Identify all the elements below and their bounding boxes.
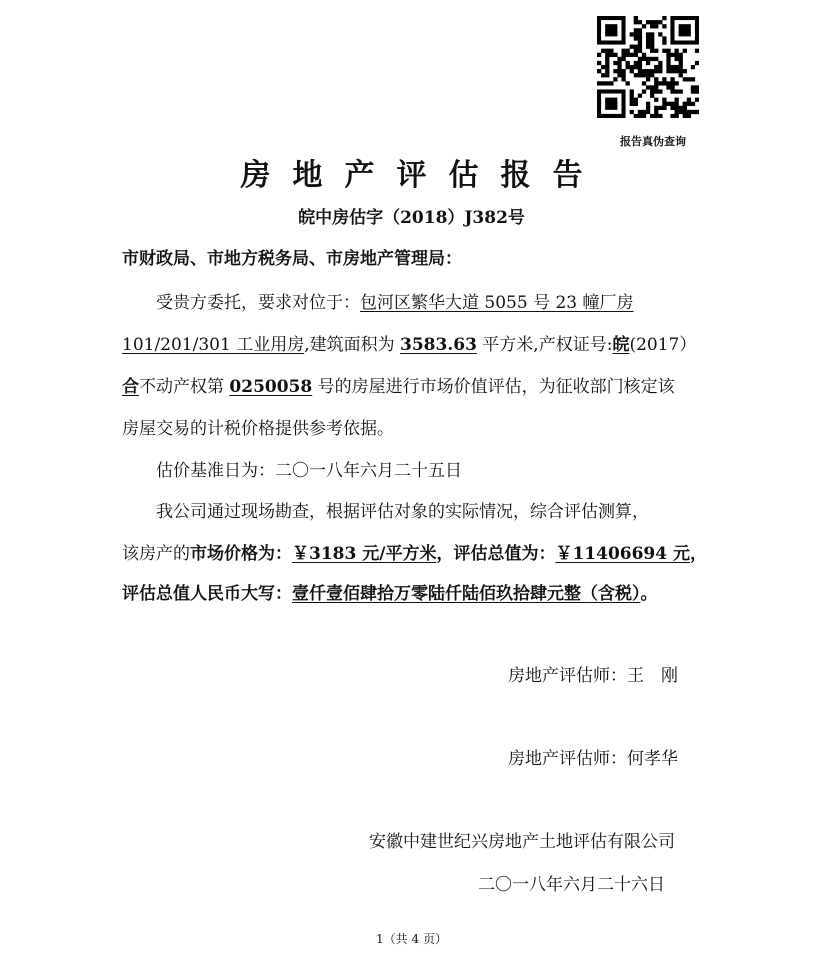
total-value-upper-case: 壹仟壹佰肆拾万零陆仟陆佰玖拾肆元整（含税） bbox=[292, 584, 641, 604]
cert-number: 0250058 bbox=[229, 377, 313, 397]
area-prefix: ,建筑面积为 bbox=[304, 335, 401, 355]
p3-comma: ， bbox=[690, 544, 708, 564]
paragraph-3-line-2 bbox=[122, 539, 707, 564]
appraiser-1: 房地产评估师：王 刚 bbox=[508, 666, 678, 686]
paragraph-1-line-2 bbox=[122, 330, 696, 355]
paragraph-1-line-4: 房屋交易的计税价格提供参考依据。 bbox=[122, 419, 394, 439]
qr-caption: 报告真伪查询 bbox=[620, 135, 686, 148]
qr-code-icon bbox=[597, 16, 699, 118]
total-value-label: ，评估总值为： bbox=[436, 544, 556, 564]
cert-city: 合 bbox=[122, 377, 139, 397]
paragraph-1-line-1 bbox=[156, 288, 634, 313]
market-price: ￥3183 元/平方米 bbox=[292, 544, 437, 564]
document-number: 皖中房估字（2018）J382号 bbox=[298, 208, 525, 228]
page-title: 房地产评估报告 bbox=[240, 158, 605, 193]
building-area: 3583.63 bbox=[400, 335, 477, 355]
cert-prefix: 皖 bbox=[612, 335, 630, 355]
p1-purpose: 号的房屋进行市场价值评估，为征收部门核定该 bbox=[312, 377, 675, 397]
area-suffix: 平方米,产权证号: bbox=[476, 335, 613, 355]
report-date: 二〇一八年六月二十六日 bbox=[478, 875, 665, 895]
paragraph-3-line-3 bbox=[122, 579, 658, 604]
page-number: 1（共 4 页） bbox=[376, 932, 447, 946]
appraiser-2: 房地产评估师：何孝华 bbox=[508, 749, 678, 769]
total-value: ￥11406694 元 bbox=[555, 544, 691, 564]
p3-prefix: 该房产的 bbox=[122, 544, 190, 564]
paragraph-3-line-1: 我公司通过现场勘查，根据评估对象的实际情况，综合评估测算， bbox=[156, 502, 649, 522]
cert-type: 不动产权第 bbox=[139, 377, 230, 397]
cert-year: (2017） bbox=[629, 335, 697, 355]
valuation-base-date: 估价基准日为：二〇一八年六月二十五日 bbox=[156, 461, 462, 481]
property-address-b: 101/201/301 工业用房 bbox=[122, 335, 305, 355]
upper-case-label: 评估总值人民币大写： bbox=[122, 584, 292, 604]
paragraph-1-line-3 bbox=[122, 372, 675, 397]
p3-period: 。 bbox=[640, 584, 658, 604]
addressee: 市财政局、市地方税务局、市房地产管理局： bbox=[122, 249, 462, 269]
company-name: 安徽中建世纪兴房地产土地评估有限公司 bbox=[369, 832, 675, 852]
p1-intro: 受贵方委托，要求对位于： bbox=[156, 293, 360, 313]
market-price-label: 市场价格为： bbox=[190, 544, 292, 564]
property-address-a: 包河区繁华大道 5055 号 23 幢厂房 bbox=[360, 293, 634, 313]
